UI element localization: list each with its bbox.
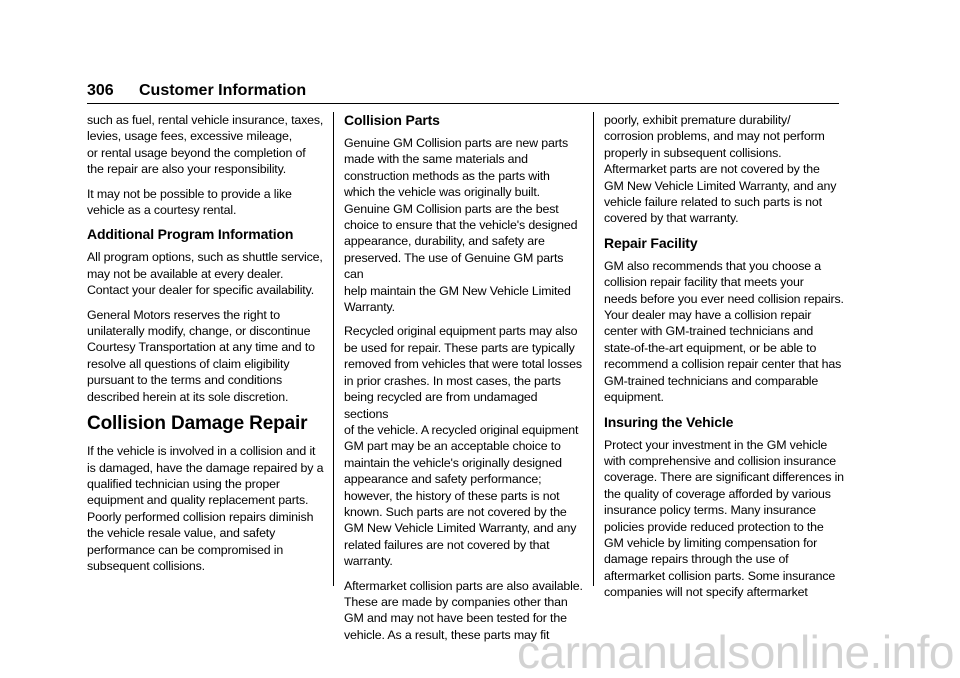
watermark: carmanualsonline.info	[517, 626, 954, 678]
heading-additional-program-information: Additional Program Information	[87, 226, 294, 243]
heading-collision-parts: Collision Parts	[344, 112, 440, 128]
paragraph: All program options, such as shuttle service, may not be available at every dealer. Contact your dealer for specific availability.	[87, 250, 323, 298]
paragraph: If the vehicle is involved in a collision and it is damaged, have the damage repaired by a qualified technician using the proper equipment and quality replacement parts. Poorly performed collision repairs diminish the vehicle resale value, and safety performance can be compromised in subsequent collisions.	[87, 444, 324, 573]
paragraph: Genuine GM Collision parts are new parts made with the same materials and construction methods as the parts with which the vehicle was originally built. Genuine GM Collision parts are the best choice to ensure that the vehicle's designed appearance, durability, and safety are preserved. The use of Genuine GM parts can help maintain the GM New Vehicle Limited Warranty.	[344, 136, 578, 315]
page-number: 306	[87, 82, 114, 99]
paragraph: such as fuel, rental vehicle insurance, taxes, levies, usage fees, excessive mileage, or rental usage beyond the completion of the repair are also your responsibility.	[87, 113, 324, 177]
header-rule	[87, 103, 839, 104]
paragraph: Aftermarket collision parts are also available. These are made by companies other than GM and may not have been tested for the vehicle. As a result, these parts may fit	[344, 578, 583, 642]
heading-insuring-the-vehicle: Insuring the Vehicle	[604, 413, 734, 430]
paragraph: General Motors reserves the right to unilaterally modify, change, or discontinue Courtesy Transportation at any time and to resolve all questions of claim eligibility pursuant to the terms and conditions described herein at its sole discretion.	[87, 307, 315, 404]
column-2	[344, 112, 584, 651]
heading-collision-damage-repair: Collision Damage Repair	[87, 413, 308, 435]
column-1	[87, 112, 327, 582]
page-header	[87, 82, 839, 104]
column-3	[604, 112, 844, 609]
paragraph: It may not be possible to provide a like vehicle as a courtesy rental.	[87, 186, 292, 218]
section-title: Customer Information	[139, 82, 307, 99]
heading-repair-facility: Repair Facility	[604, 234, 698, 251]
column-divider-2	[593, 112, 594, 586]
column-divider-1	[333, 112, 334, 586]
paragraph: Protect your investment in the GM vehicle with comprehensive and collision insurance coverage. There are significant differences in the quality of coverage afforded by various insurance policy terms. Many insurance policies provide reduced protection to the GM vehicle by limiting compensation for damage repairs through the use of aftermarket collision parts. Some insurance companies will not specify aftermarket	[604, 437, 844, 600]
paragraph: GM also recommends that you choose a collision repair facility that meets your needs before you ever need collision repairs. Your dealer may have a collision repair center with GM-trained technicians and state-of-the-art equipment, or be able to recommend a collision repair center that has GM-trained technicians and comparable equipment.	[604, 258, 844, 405]
paragraph: Recycled original equipment parts may also be used for repair. These parts are typically removed from vehicles that were total losses in prior crashes. In most cases, the parts being recycled are from undamaged sections of the vehicle. A recycled original equipment GM part may be an acceptable choice to maintain the vehicle's originally designed appearance and safety performance; however, the history of these parts is not known. Such parts are not covered by the GM New Vehicle Limited Warranty, and any related failures are not covered by that warranty.	[344, 324, 582, 569]
paragraph: poorly, exhibit premature durability/ corrosion problems, and may not perform properly in subsequent collisions. Aftermarket parts are not covered by the GM New Vehicle Limited Warranty, and any vehicle failure related to such parts is not covered by that warranty.	[604, 113, 837, 226]
